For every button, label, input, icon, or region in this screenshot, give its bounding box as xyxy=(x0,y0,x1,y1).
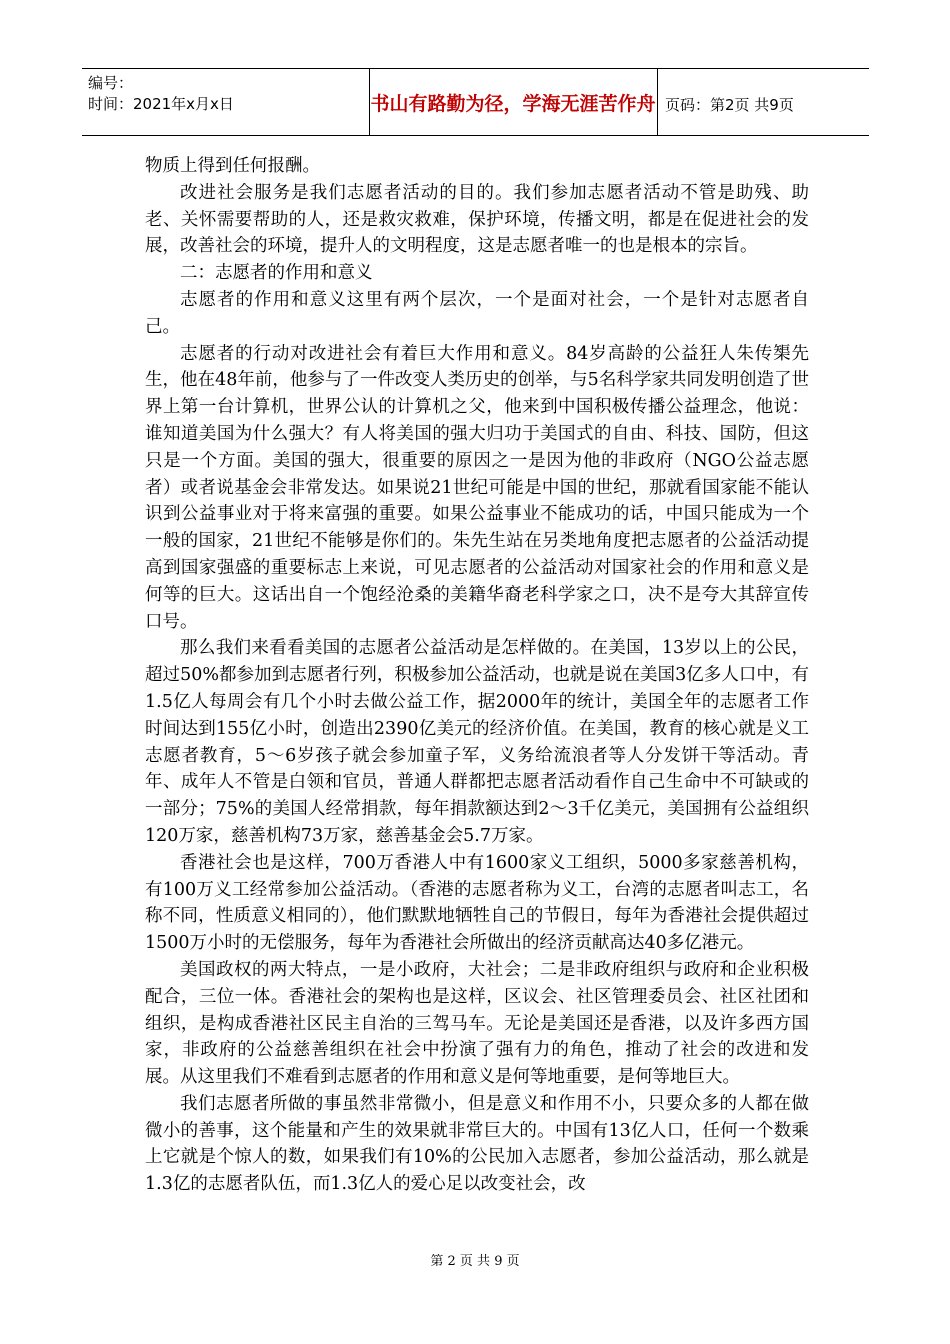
page-header xyxy=(82,68,869,136)
body-paragraph: 志愿者的行动对改进社会有着巨大作用和意义。84岁高龄的公益狂人朱传榘先生，他在48年前，他参与了一件改变人类历史的创举，与5名科学家共同发明创造了世界上第一台计算机，世界公认的计算机之父，他来到中国积极传播公益理念，他说： 谁知道美国为什么强大？有人将美国的强大归功于美国式的自由、科技、国防，但这只是一个方面。美国的强大，很重要的原因之一是因为他的非政府（NGO公益志愿者）或者说基金会非常发达。如果说21世纪可能是中国的世纪，那就看国家能不能认识到公益事业对于将来富强的重要。如果公益事业不能成功的话，中国只能成为一个一般的国家，21世纪不能够是你们的。朱先生站在另类地角度把志愿者的公益活动提高到国家强盛的重要标志上来说，可见志愿者的公益活动对国家社会的作用和意义是何等的巨大。这话出自一个饱经沧桑的美籍华裔老科学家之口，决不是夸大其辞宣传口号。 xyxy=(145,343,809,632)
document-number-label: 编号： xyxy=(88,74,134,92)
body-paragraph: 香港社会也是这样，700万香港人中有1600家义工组织，5000多家慈善机构，有100万义工经常参加公益活动。（香港的志愿者称为义工，台湾的志愿者叫志工，名称不同，性质意义相同的），他们默默地牺牲自己的节假日，每年为香港社会提供超过1500万小时的无偿服务，每年为香港社会所做出的经济贡献高达40多亿港元。 xyxy=(145,852,809,954)
header-motto: 书山有路勤为径，学海无涯苦作舟 xyxy=(370,93,656,115)
document-date: 时间：2021年x月x日 xyxy=(88,95,234,113)
body-paragraph: 那么我们来看看美国的志愿者公益活动是怎样做的。在美国，13岁以上的公民，超过50%都参加到志愿者行列，积极参加公益活动，也就是说在美国3亿多人口中，有1.5亿人每周会有几个小时去做公益工作，据2000年的统计，美国全年的志愿者工作时间达到155亿小时，创造出2390亿美元的经济价值。在美国，教育的核心就是义工志愿者教育，5～6岁孩子就会参加童子军，义务给流浪者等人分发饼干等活动。青年、成年人不管是白领和官员，普通人群都把志愿者活动看作自己生命中不可缺或的一部分；75%的美国人经常捐款，每年捐款额达到2～3千亿美元，美国拥有公益组织120万家，慈善机构73万家，慈善基金会5.7万家。 xyxy=(145,638,809,846)
page-footer: 第 2 页 共 9 页 xyxy=(430,1254,520,1269)
body-paragraph: 物质上得到任何报酬。 xyxy=(145,156,320,176)
header-meta xyxy=(88,73,300,115)
body-paragraph: 改进社会服务是我们志愿者活动的目的。我们参加志愿者活动不管是助残、助老、关怀需要帮助的人，还是救灾救难，保护环境，传播文明，都是在促进社会的发展，改善社会的环境，提升人的文明程度，这是志愿者唯一的也是根本的宗旨。 xyxy=(145,182,809,257)
body-paragraph: 志愿者的作用和意义这里有两个层次，一个是面对社会，一个是针对志愿者自己。 xyxy=(145,289,809,337)
body-paragraph: 我们志愿者所做的事虽然非常微小，但是意义和作用不小，只要众多的人都在做微小的善事，这个能量和产生的效果就非常巨大的。中国有13亿人口，任何一个数乘上它就是个惊人的数，如果我们有10%的公民加入志愿者，参加公益活动，那么就是1.3亿的志愿者队伍，而1.3亿人的爱心足以改变社会，改 xyxy=(145,1093,809,1195)
document-body xyxy=(145,153,809,1198)
header-divider-right xyxy=(657,69,658,135)
body-paragraph: 美国政权的两大特点，一是小政府，大社会；二是非政府组织与政府和企业积极配合，三位一体。香港社会的架构也是这样，区议会、社区管理委员会、社区社团和组织，是构成香港社区民主自治的三驾马车。无论是美国还是香港，以及许多西方国家，非政府的公益慈善组织在社会中扮演了强有力的角色，推动了社会的改进和发展。从这里我们不难看到志愿者的作用和意义是何等地重要，是何等地巨大。 xyxy=(145,959,809,1088)
section-heading: 二：志愿者的作用和意义 xyxy=(180,263,373,284)
header-page-info: 页码：第2页 共9页 xyxy=(665,96,794,114)
